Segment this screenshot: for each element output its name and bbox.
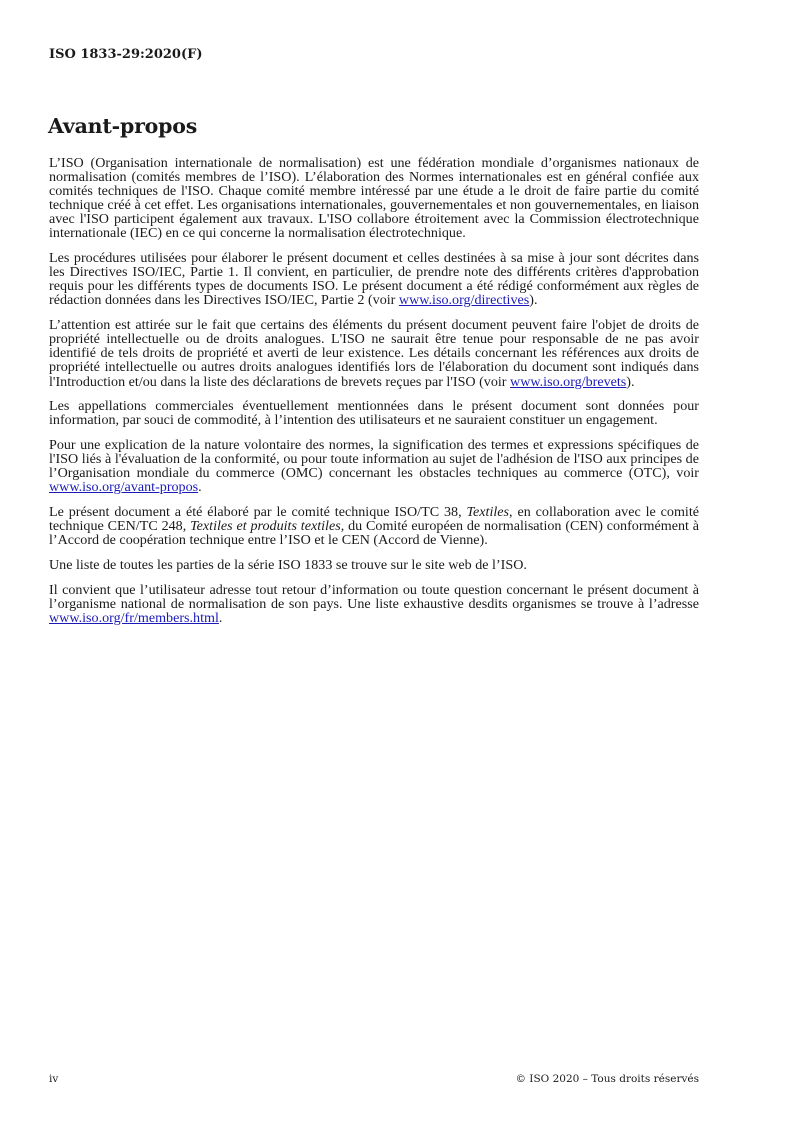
copyright-notice: © ISO 2020 – Tous droits réservés xyxy=(515,1073,699,1085)
paragraph-trade-names: Les appellations commerciales éventuellement mentionnées dans le présent document sont données pour information, par souci de commodité, à l’intention des utilisateurs et ne sauraient constituer un engagement. xyxy=(49,398,699,429)
link-avant-propos[interactable]: www.iso.org/avant-propos xyxy=(49,479,199,496)
paragraph-text: , en collaboration avec le comité technique CEN/TC 248, xyxy=(49,503,699,535)
paragraph-text: Il convient que l’utilisateur adresse tout retour d’information ou toute question concernant le présent document à l’organisme national de normalisation de son pays. Une liste exhaustive desdits organismes se trouve à l’adresse xyxy=(49,581,699,612)
paragraph-text: ). xyxy=(626,373,635,390)
paragraph-committee xyxy=(49,505,699,547)
page-title: Avant-propos xyxy=(48,114,198,138)
paragraph-text: L’attention est attirée sur le fait que certains des éléments du présent document peuvent faire l'objet de droits de propriété intellectuelle ou de droits analogues. L'ISO ne saurait être tenue pour responsable de ne pas avoir identifié de tels droits de propriété et averti de leur existence. Les détails concernant les références aux droits de propriété intellectuelle ou autres droits analogues identifiés lors de l'élaboration du document sont indiqués dans l'Introduction et/ou dans la liste des déclarations de brevets reçues par l'ISO (voir xyxy=(49,317,699,390)
paragraph-text: . xyxy=(218,609,223,626)
paragraph-text: . xyxy=(198,479,202,496)
paragraph-iso-intro: L’ISO (Organisation internationale de normalisation) est une fédération mondiale d’organismes nationaux de normalisation (comités membres de l’ISO). L’élaboration des Normes internationales est en général confiée aux comités techniques de l'ISO. Chaque comité membre intéressé par une étude a le droit de faire partie du comité technique créé à cet effet. Les organisations internationales, gouvernementales et non gouvernementales, en liaison avec l'ISO participent également aux travaux. L'ISO collabore étroitement avec la Commission électrotechnique internationale (IEC) en ce qui concerne la normalisation électrotechnique. xyxy=(49,155,699,242)
committee-name-italic: Textiles et produits textiles xyxy=(190,518,341,535)
link-members[interactable]: www.iso.org/fr/members.html xyxy=(49,609,219,626)
paragraph-procedures xyxy=(49,251,699,307)
page-number: iv xyxy=(49,1073,59,1085)
paragraph-text: Le présent document a été élaboré par le comité technique ISO/TC 38, xyxy=(49,503,467,520)
link-directives[interactable]: www.iso.org/directives xyxy=(398,292,530,309)
paragraph-text: , du Comité européen de normalisation (CEN) conformément à l’Accord de coopération technique entre l’ISO et le CEN (Accord de Vienne). xyxy=(49,518,700,549)
link-brevets[interactable]: www.iso.org/brevets xyxy=(510,373,627,390)
paragraph-text: ). xyxy=(529,292,538,309)
paragraph-text: Pour une explication de la nature volontaire des normes, la signification des termes et expressions spécifiques de l'ISO liés à l'évaluation de la conformité, ou pour toute information au sujet de l'adhésion de l'ISO aux principes de l’Organisation mondiale du commerce (OMC) concernant les obstacles techniques au commerce (OTC), voir xyxy=(49,436,699,482)
paragraph-voluntary-nature xyxy=(49,438,699,494)
paragraph-series-list: Une liste de toutes les parties de la série ISO 1833 se trouve sur le site web de l’ISO. xyxy=(49,556,527,573)
foreword-body xyxy=(49,156,699,635)
paragraph-feedback xyxy=(49,583,699,625)
document-id: ISO 1833-29:2020(F) xyxy=(49,47,203,62)
committee-name-italic: Textiles xyxy=(466,503,510,520)
paragraph-patents xyxy=(49,318,699,388)
paragraph-text: Les procédures utilisées pour élaborer le présent document et celles destinées à sa mise à jour sont décrites dans les Directives ISO/IEC, Partie 1. Il convient, en particulier, de prendre note des différents critères d'approbation requis pour les différents types de documents ISO. Le présent document a été rédigé conformément aux règles de rédaction données dans les Directives ISO/IEC, Partie 2 (voir xyxy=(49,250,699,309)
